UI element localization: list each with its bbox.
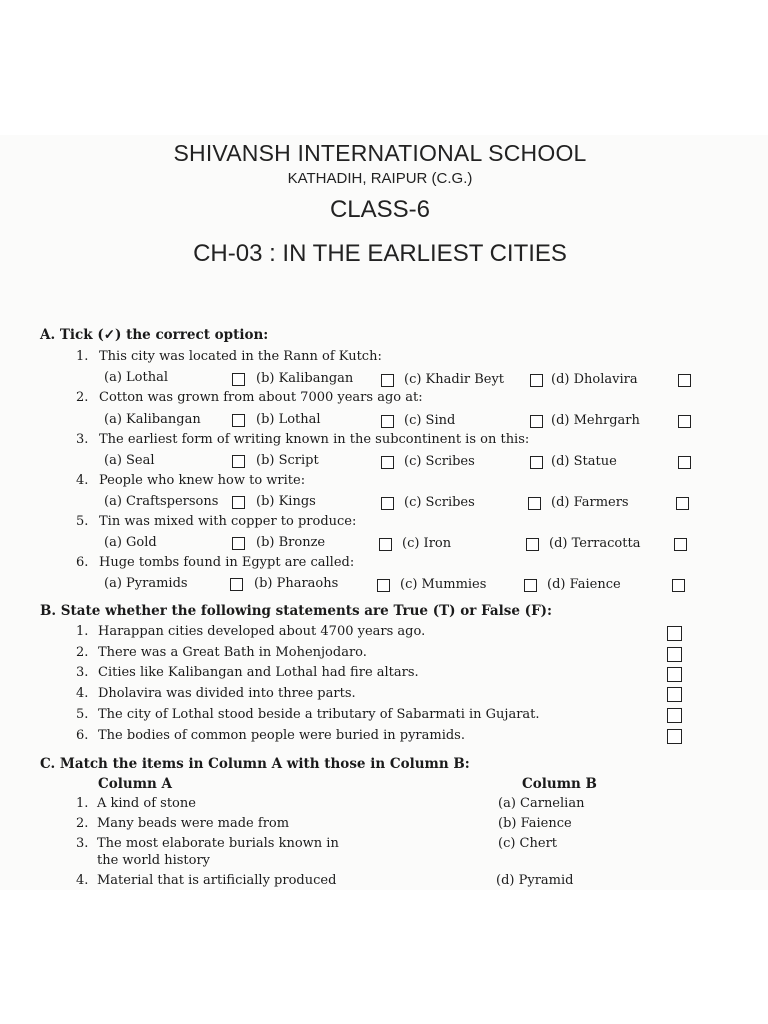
column-a-item: The most elaborate burials known in (97, 836, 339, 851)
option-d: (d) Faience (547, 577, 621, 592)
statement-number: 4. (76, 686, 89, 701)
statement-number: 6. (76, 728, 89, 743)
match-number: 1. (76, 796, 89, 811)
column-b-item: (b) Faience (498, 816, 572, 831)
statement-text: There was a Great Bath in Mohenjodaro. (98, 645, 367, 660)
true-false-box[interactable] (667, 708, 682, 723)
match-number: 2. (76, 816, 89, 831)
statement-number: 3. (76, 665, 89, 680)
question-text: Huge tombs found in Egypt are called: (99, 555, 355, 570)
column-a-item: A kind of stone (97, 796, 196, 811)
section-b-title: B. State whether the following statements are True (T) or False (F): (40, 603, 553, 619)
option-c: (c) Sind (404, 413, 456, 428)
true-false-box[interactable] (667, 647, 682, 662)
question-text: This city was located in the Rann of Kutch: (99, 349, 382, 364)
option-c: (c) Scribes (404, 495, 475, 510)
question-number: 2. (76, 390, 89, 405)
option-b-checkbox[interactable] (381, 456, 394, 469)
option-c-checkbox[interactable] (530, 456, 543, 469)
statement-text: Cities like Kalibangan and Lothal had fire altars. (98, 665, 419, 680)
column-a-item: Material that is artificially produced (97, 873, 337, 888)
match-number: 3. (76, 836, 89, 851)
option-a: (a) Seal (104, 453, 155, 468)
option-b-checkbox[interactable] (381, 497, 394, 510)
option-a-checkbox[interactable] (232, 537, 245, 550)
option-b-checkbox[interactable] (381, 415, 394, 428)
column-b-item: (d) Pyramid (496, 873, 574, 888)
option-d: (d) Statue (551, 454, 617, 469)
statement-text: The city of Lothal stood beside a tributary of Sabarmati in Gujarat. (98, 707, 540, 722)
option-a-checkbox[interactable] (230, 578, 243, 591)
option-b-checkbox[interactable] (379, 538, 392, 551)
option-b: (b) Lothal (256, 412, 321, 427)
option-a: (a) Kalibangan (104, 412, 201, 427)
option-d-checkbox[interactable] (676, 497, 689, 510)
column-a-item: Many beads were made from (97, 816, 290, 831)
option-d: (d) Terracotta (549, 536, 641, 551)
option-a-checkbox[interactable] (232, 455, 245, 468)
statement-number: 1. (76, 624, 89, 639)
option-d-checkbox[interactable] (678, 456, 691, 469)
column-a-item-continued: the world history (97, 853, 211, 868)
option-a: (a) Craftspersons (104, 494, 219, 509)
question-text: Tin was mixed with copper to produce: (99, 514, 357, 529)
option-b: (b) Bronze (256, 535, 326, 550)
option-c-checkbox[interactable] (524, 579, 537, 592)
statement-number: 2. (76, 645, 89, 660)
statement-text: Harappan cities developed about 4700 years ago. (98, 624, 426, 639)
option-a-checkbox[interactable] (232, 373, 245, 386)
column-a-header: Column A (98, 776, 172, 792)
column-b-header: Column B (522, 776, 597, 792)
match-number: 4. (76, 873, 89, 888)
question-number: 3. (76, 432, 89, 447)
statement-text: Dholavira was divided into three parts. (98, 686, 356, 701)
option-d: (d) Farmers (551, 495, 629, 510)
true-false-box[interactable] (667, 626, 682, 641)
section-c-title: C. Match the items in Column A with those in Column B: (40, 756, 470, 772)
class-title: CLASS-6 (329, 196, 431, 223)
option-a: (a) Lothal (104, 370, 168, 385)
question-number: 5. (76, 514, 89, 529)
option-c-checkbox[interactable] (530, 374, 543, 387)
question-number: 6. (76, 555, 89, 570)
option-b: (b) Pharaohs (254, 576, 339, 591)
option-c-checkbox[interactable] (528, 497, 541, 510)
option-d: (d) Mehrgarh (551, 413, 640, 428)
option-d: (d) Dholavira (551, 372, 638, 387)
option-a: (a) Gold (104, 535, 157, 550)
question-number: 1. (76, 349, 89, 364)
option-c: (c) Iron (402, 536, 452, 551)
question-text: People who knew how to write: (99, 473, 306, 488)
chapter-title: CH-03 : IN THE EARLIEST CITIES (193, 240, 567, 267)
option-b: (b) Kalibangan (256, 371, 354, 386)
column-b-item: (a) Carnelian (498, 796, 585, 811)
option-b-checkbox[interactable] (381, 374, 394, 387)
option-c: (c) Khadir Beyt (404, 372, 505, 387)
question-number: 4. (76, 473, 89, 488)
option-b: (b) Kings (256, 494, 316, 509)
statement-number: 5. (76, 707, 89, 722)
option-a-checkbox[interactable] (232, 414, 245, 427)
question-text: Cotton was grown from about 7000 years ago at: (99, 390, 423, 405)
option-b: (b) Script (256, 453, 319, 468)
option-d-checkbox[interactable] (678, 415, 691, 428)
true-false-box[interactable] (667, 729, 682, 744)
option-a-checkbox[interactable] (232, 496, 245, 509)
school-name: SHIVANSH INTERNATIONAL SCHOOL (173, 140, 587, 166)
true-false-box[interactable] (667, 667, 682, 682)
school-address: KATHADIH, RAIPUR (C.G.) (287, 170, 473, 187)
option-d-checkbox[interactable] (674, 538, 687, 551)
statement-text: The bodies of common people were buried in pyramids. (98, 728, 465, 743)
option-c: (c) Mummies (400, 577, 487, 592)
question-text: The earliest form of writing known in the subcontinent is on this: (99, 432, 530, 447)
column-b-item: (c) Chert (498, 836, 558, 851)
section-a-title: A. Tick (✓) the correct option: (40, 327, 269, 343)
option-d-checkbox[interactable] (678, 374, 691, 387)
option-c: (c) Scribes (404, 454, 475, 469)
option-c-checkbox[interactable] (530, 415, 543, 428)
option-b-checkbox[interactable] (377, 579, 390, 592)
option-c-checkbox[interactable] (526, 538, 539, 551)
true-false-box[interactable] (667, 687, 682, 702)
option-a: (a) Pyramids (104, 576, 188, 591)
option-d-checkbox[interactable] (672, 579, 685, 592)
